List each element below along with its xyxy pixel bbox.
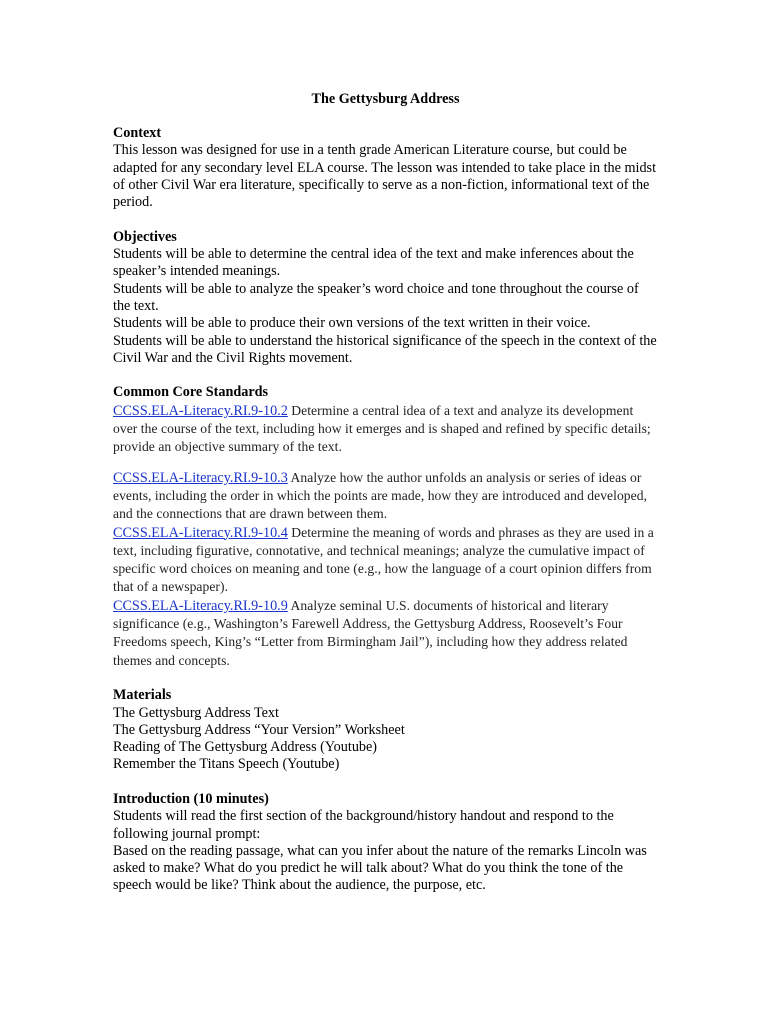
standard-link[interactable]: CCSS.ELA-Literacy.RI.9-10.4 <box>113 524 288 541</box>
standard-item <box>113 597 658 670</box>
objective-item: Students will be able to produce their own versions of the text written in their voice. <box>113 315 591 332</box>
materials-section <box>113 687 658 773</box>
standard-link[interactable]: CCSS.ELA-Literacy.RI.9-10.9 <box>113 597 288 614</box>
objective-item: Students will be able to analyze the speaker’s word choice and tone throughout the course of the text. <box>113 280 639 314</box>
standard-description: Analyze seminal U.S. documents of historical and literary significance (e.g., Washington’s Farewell Address, the Gettysburg Address, Roosevelt’s Four Freedoms speech, King’s “Letter from Birmingham Jail”), including how they address related themes and concepts. <box>113 597 628 668</box>
standard-item <box>113 524 658 597</box>
material-item: The Gettysburg Address “Your Version” Worksheet <box>113 721 405 738</box>
material-item: The Gettysburg Address Text <box>113 704 279 721</box>
context-section <box>113 125 658 211</box>
material-item: Remember the Titans Speech (Youtube) <box>113 756 340 773</box>
introduction-section <box>113 791 658 895</box>
standard-link[interactable]: CCSS.ELA-Literacy.RI.9-10.3 <box>113 469 288 486</box>
standard-description: Determine the meaning of words and phrases as they are used in a text, including figurative, connotative, and technical meanings; analyze the cumulative impact of specific word choices on meaning and tone (e.g., how the language of a court opinion differs from that of a newspaper). <box>113 524 654 595</box>
material-item: Reading of The Gettysburg Address (Youtube) <box>113 739 378 756</box>
document-page <box>113 91 658 912</box>
standard-item <box>113 402 658 457</box>
standards-heading: Common Core Standards <box>113 384 269 401</box>
objective-item: Students will be able to determine the central idea of the text and make inferences about the speaker’s intended meanings. <box>113 246 634 280</box>
standard-description: Determine a central idea of a text and analyze its development over the course of the text, including how it emerges and is shaped and refined by specific details; provide an objective summary of the text. <box>113 402 651 455</box>
standard-item <box>113 469 658 524</box>
objectives-section <box>113 229 658 367</box>
journal-prompt: Based on the reading passage, what can you infer about the nature of the remarks Lincoln was asked to make? What do you predict he will talk about? What do you think the tone of the speech would be like? Think about the audience, the purpose, etc. <box>113 842 647 894</box>
objectives-heading: Objectives <box>113 228 177 245</box>
introduction-paragraph: Students will read the first section of the background/history handout and respond to the following journal prompt: <box>113 808 614 842</box>
document-title: The Gettysburg Address <box>311 91 460 107</box>
context-heading: Context <box>113 125 162 141</box>
standards-section <box>113 384 658 669</box>
standard-description: Analyze how the author unfolds an analysis or series of ideas or events, including the order in which the points are made, how they are introduced and developed, and the connections that are drawn between them. <box>113 469 648 522</box>
context-paragraph: This lesson was designed for use in a tenth grade American Literature course, but could be adapted for any secondary level ELA course. The lesson was intended to take place in the midst of other Civil War era literature, specifically to serve as a non-fiction, informational text of the period. <box>113 142 657 211</box>
introduction-heading: Introduction (10 minutes) <box>113 790 269 807</box>
objective-item: Students will be able to understand the historical significance of the speech in the context of the Civil War and the Civil Rights movement. <box>113 332 657 366</box>
materials-heading: Materials <box>113 687 172 704</box>
standard-link[interactable]: CCSS.ELA-Literacy.RI.9-10.2 <box>113 402 288 419</box>
